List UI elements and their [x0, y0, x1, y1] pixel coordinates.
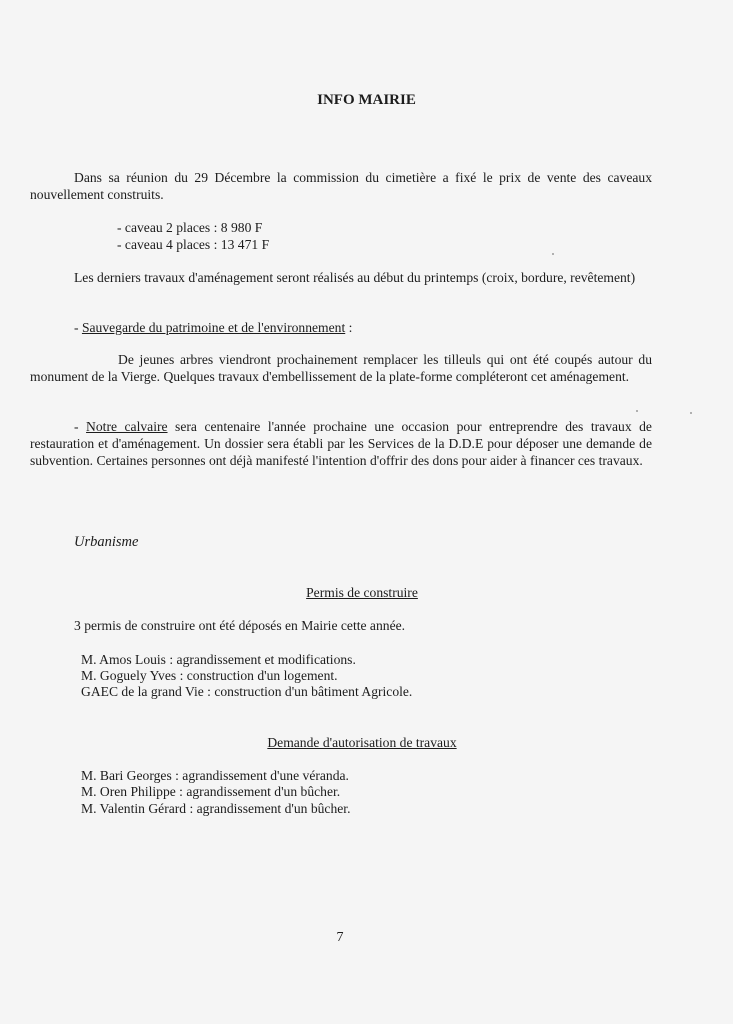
- intro-paragraph: Dans sa réunion du 29 Décembre la commission du cimetière a fixé le prix de vente des caveaux nouvellement construits.: [30, 170, 652, 202]
- sauvegarde-dash: -: [74, 320, 82, 335]
- demande-item: M. Oren Philippe : agrandissement d'un bûcher.: [81, 784, 341, 799]
- permis-heading: Permis de construire: [306, 585, 418, 600]
- price-item-2-places: - caveau 2 places : 8 980 F: [117, 220, 263, 235]
- page-number: 7: [336, 930, 344, 945]
- travaux-paragraph: Les derniers travaux d'aménagement seront réalisés au début du printemps (croix, bordure, revêtement): [74, 270, 636, 285]
- scan-speck: [690, 412, 692, 414]
- calvaire-paragraph: [30, 418, 652, 469]
- price-item-4-places: - caveau 4 places : 13 471 F: [117, 237, 270, 252]
- scan-speck: [636, 410, 638, 412]
- permis-item: GAEC de la grand Vie : construction d'un bâtiment Agricole.: [81, 684, 413, 699]
- demande-item: M. Valentin Gérard : agrandissement d'un bûcher.: [81, 801, 351, 816]
- sauvegarde-heading-line: [74, 319, 352, 336]
- page-title: INFO MAIRIE: [317, 92, 416, 108]
- calvaire-text: sera centenaire l'année prochaine une occasion pour entreprendre des travaux de restauration et d'aménagement. Un dossier sera établi par les Services de la D.D.E pour déposer une demande de subvention. Certaines personnes ont déjà manifesté l'intention d'offrir des dons pour aider à financer ces travaux.: [30, 419, 652, 468]
- demande-item: M. Bari Georges : agrandissement d'une véranda.: [81, 768, 349, 783]
- urbanisme-heading: Urbanisme: [74, 534, 139, 550]
- sauvegarde-heading: Sauvegarde du patrimoine et de l'environnement: [81, 320, 346, 335]
- scan-speck: [552, 253, 554, 255]
- calvaire-heading: Notre calvaire: [86, 419, 168, 434]
- calvaire-dash: -: [74, 419, 87, 434]
- permis-item: M. Goguely Yves : construction d'un logement.: [81, 668, 338, 683]
- sauvegarde-paragraph: De jeunes arbres viendront prochainement remplacer les tilleuls qui ont été coupés autour du monument de la Vierge. Quelques travaux d'embellissement de la plate-forme compléteront cet aménagement.: [30, 352, 652, 384]
- permis-summary: 3 permis de construire ont été déposés en Mairie cette année.: [74, 618, 406, 633]
- sauvegarde-colon: :: [345, 320, 353, 335]
- permis-item: M. Amos Louis : agrandissement et modifications.: [81, 652, 356, 667]
- demande-heading: Demande d'autorisation de travaux: [267, 735, 457, 750]
